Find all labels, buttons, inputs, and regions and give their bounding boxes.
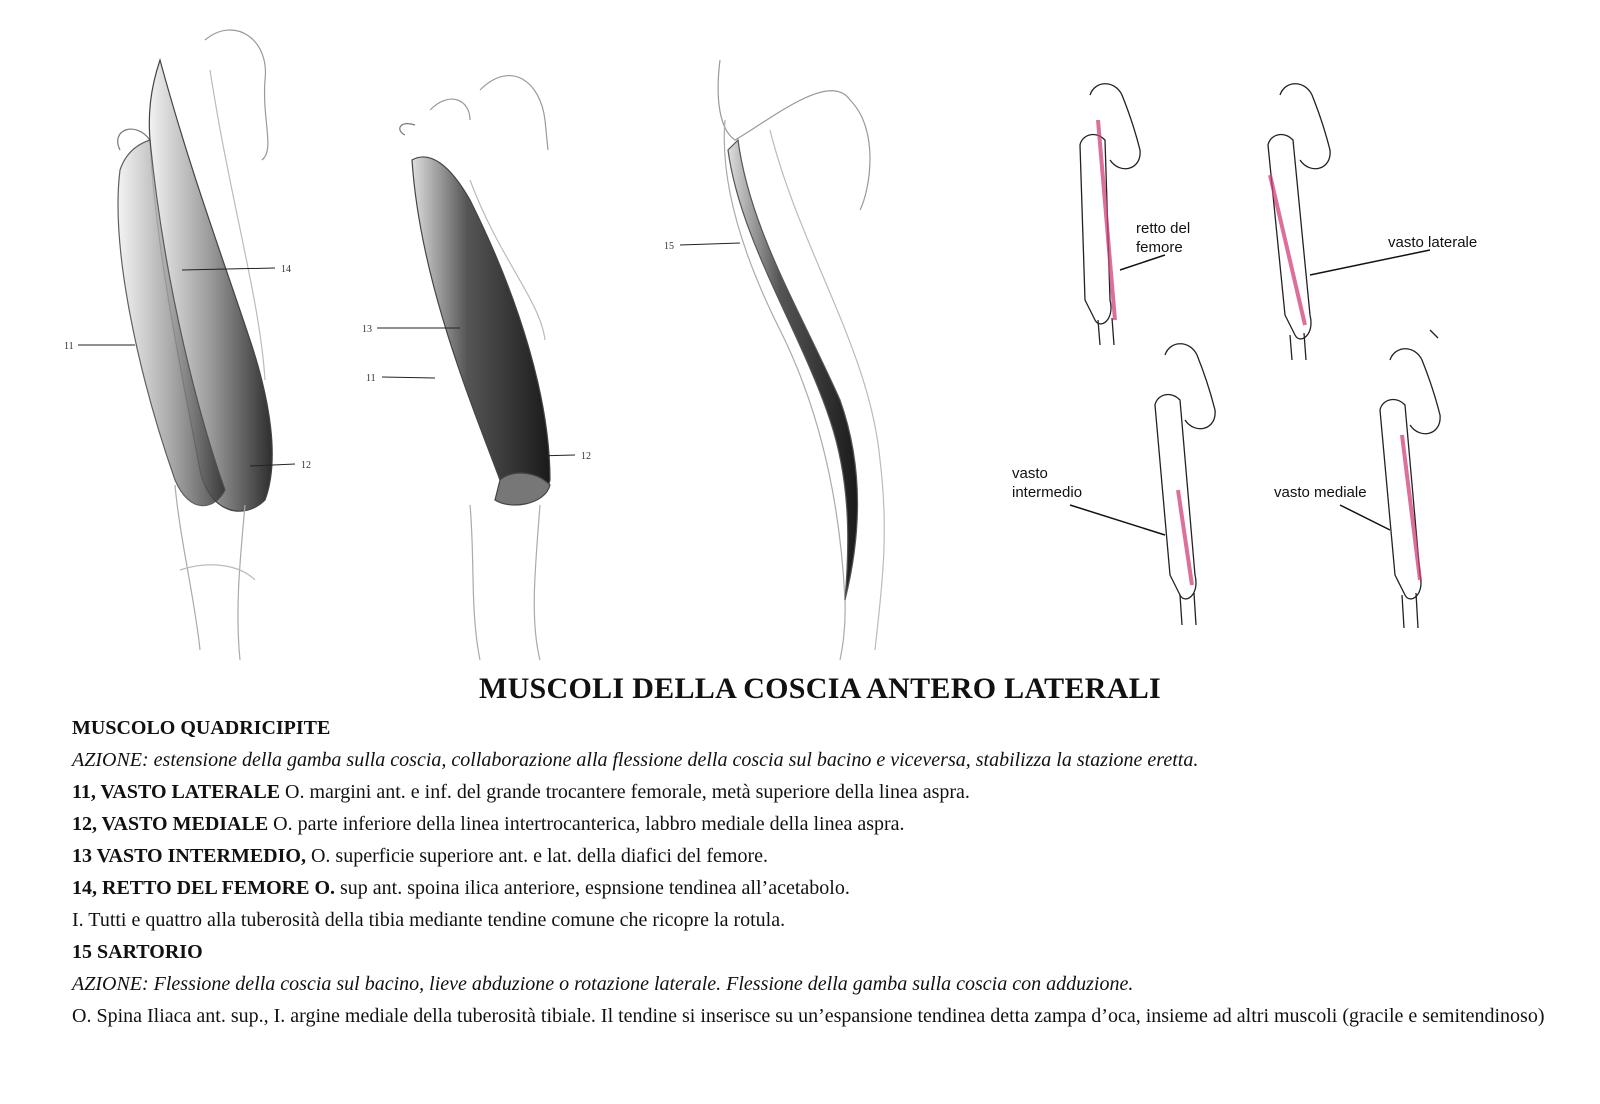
d1-label-14: 14 [281, 264, 291, 275]
sartorio-desc: O. Spina Iliaca ant. sup., I. argine mediale della tuberosità tibiale. Il tendine si inserisce su un’espansione tendinea detta zampa d’oca, insieme ad altri muscoli (gracile e semitendinoso) [72, 1005, 1545, 1027]
muscle-14-desc: sup ant. spoina ilica anteriore, espnsione tendinea all’acetabolo. [335, 877, 850, 899]
sartorio-azione: AZIONE: Flessione della coscia sul bacino, lieve abduzione o rotazione laterale. Flessione della gamba sulla coscia con adduzione. [72, 973, 1134, 995]
vasto-mediale-label: vasto mediale [1274, 484, 1367, 501]
muscle-12-desc: O. parte inferiore della linea intertrocanterica, labbro mediale della linea aspra. [268, 813, 905, 835]
muscle-14-line [72, 872, 1572, 904]
muscle-13-name: 13 VASTO INTERMEDIO, [72, 845, 306, 867]
sketch-vasto-mediale [1380, 330, 1440, 628]
muscle-11-desc: O. margini ant. e inf. del grande trocantere femorale, metà superiore della linea aspra. [280, 781, 970, 803]
drawing-quadriceps-deep [400, 76, 550, 660]
muscle-11-line [72, 776, 1572, 808]
d3-leader-15 [680, 243, 740, 245]
retto-label-line1: retto del [1136, 220, 1191, 237]
drawing-quadriceps-superficial [118, 30, 273, 660]
retto-label-line2: femore [1136, 239, 1183, 256]
vasto-laterale-label: vasto laterale [1388, 234, 1478, 251]
retto-leader [1120, 255, 1165, 270]
insertion-line: I. Tutti e quattro alla tuberosità della tibia mediante tendine comune che ricopre la rotula. [72, 909, 786, 931]
vasto-mediale-leader [1340, 505, 1390, 530]
vasto-intermedio-leader [1070, 505, 1165, 535]
d2-label-11: 11 [366, 373, 376, 384]
description-text [72, 712, 1572, 1032]
drawing-sartorius [718, 60, 884, 660]
d3-label-15: 15 [664, 241, 674, 252]
d2-label-12: 12 [581, 451, 591, 462]
d2-label-13: 13 [362, 324, 372, 335]
page-title: MUSCOLI DELLA COSCIA ANTERO LATERALI [478, 672, 1162, 705]
muscle-12-name: 12, VASTO MEDIALE [72, 813, 269, 835]
sartorio-heading: 15 SARTORIO [72, 941, 203, 963]
muscle-14-name: 14, RETTO DEL FEMORE O. [72, 877, 336, 899]
vasto-intermedio-label-line1: vasto [1012, 465, 1048, 482]
sketch-vasto-laterale [1268, 84, 1330, 360]
vasto-intermedio-label-line2: intermedio [1012, 484, 1083, 501]
vasto-laterale-leader [1310, 250, 1430, 275]
quadricipite-heading: MUSCOLO QUADRICIPITE [72, 717, 331, 739]
muscle-11-name: 11, VASTO LATERALE [72, 781, 281, 803]
d2-leader-11 [382, 377, 435, 378]
quadricipite-azione: AZIONE: estensione della gamba sulla coscia, collaborazione alla flessione della coscia sul bacino e viceversa, stabilizza la stazione eretta. [72, 749, 1199, 771]
muscle-12-line [72, 808, 1572, 840]
sketch-vasto-intermedio [1155, 344, 1215, 625]
d1-label-12: 12 [301, 460, 311, 471]
d1-label-11: 11 [64, 341, 74, 352]
sketch-retto-del-femore [1080, 84, 1140, 345]
muscle-13-line [72, 840, 1572, 872]
muscle-13-desc: O. superficie superiore ant. e lat. della diafici del femore. [305, 845, 768, 867]
